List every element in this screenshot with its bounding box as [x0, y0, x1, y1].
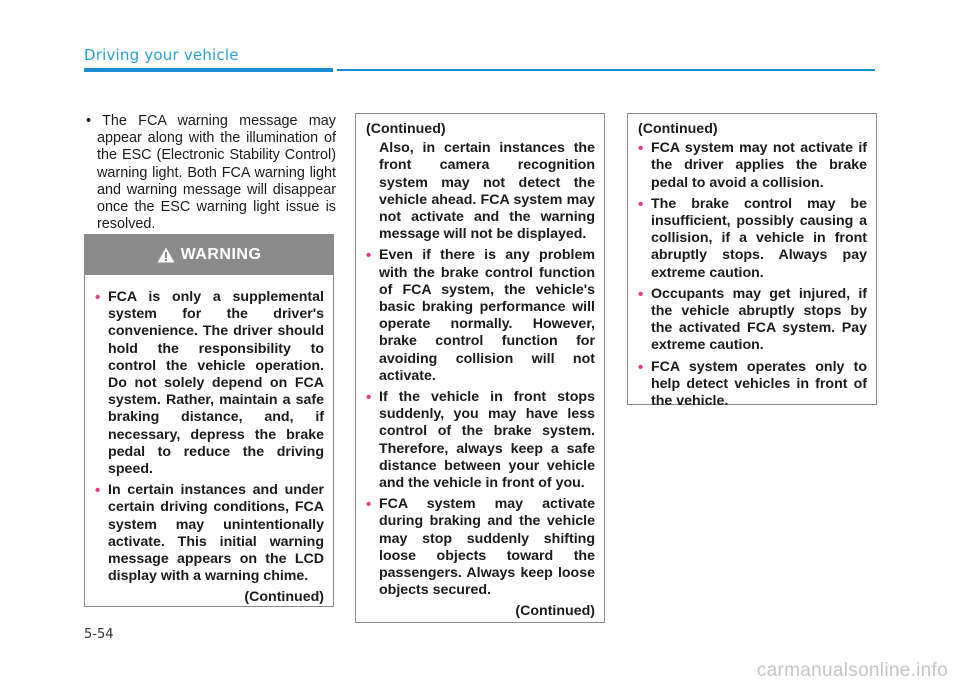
list-item	[638, 359, 867, 411]
list-item	[366, 389, 595, 492]
list-item-text: Occupants may get injured, if the vehicle abruptly stops by the activated FCA system. Pay extreme caution.	[651, 285, 867, 354]
header-rule-thin	[337, 69, 875, 71]
bullet-dot: •	[95, 289, 101, 306]
header-rule-thick	[84, 68, 333, 72]
bullet-dot: •	[638, 358, 644, 376]
right-body	[628, 114, 876, 410]
continued-box-right	[627, 113, 877, 410]
intro-bullet: •	[86, 113, 92, 129]
warning-triangle-icon	[157, 247, 175, 263]
continued-box-middle	[355, 113, 605, 623]
list-item-text: The brake control may be insufficient, possibly causing a collision, if a vehicle in front abruptly stops. Always pay extreme caution.	[651, 195, 867, 281]
bullet-dot: •	[638, 285, 644, 303]
watermark: carmanualsonline.info	[756, 660, 948, 681]
list-item	[638, 196, 867, 282]
continued-label: (Continued)	[638, 121, 718, 137]
warning-title: WARNING	[180, 246, 262, 263]
section-title: Driving your vehicle	[84, 46, 239, 64]
list-item	[366, 496, 595, 599]
bullet-dot: •	[95, 482, 101, 500]
list-item	[638, 286, 867, 355]
list-item-text: FCA system may not activate if the driver applies the brake pedal to avoid a collision.	[651, 140, 867, 191]
list-item	[366, 247, 595, 385]
list-item-text: FCA is only a supplemental system for the driver's convenience. The driver should hold the responsibility to control the vehicle operation. Do not solely depend on FCA system. Rather, maintain a safe braking distance, and, if necessary, depress the brake pedal to reduce the driving speed.	[108, 289, 324, 478]
body-paragraph: Also, in certain instances the front camera recognition system may not detect the vehicle ahead. FCA system may not activate and the warning message will not be displayed.	[379, 140, 595, 243]
bullet-dot: •	[638, 140, 644, 158]
bullet-dot: •	[366, 247, 372, 265]
intro-text: The FCA warning message may appear along with the illumination of the ESC (Electronic Stability Control) warning light. Both FCA warning light and warning message will disappear once the ESC warning light issue is resolved.	[97, 113, 336, 233]
list-item-text: FCA system operates only to help detect vehicles in front of the vehicle.	[651, 358, 867, 410]
intro-paragraph	[84, 113, 336, 233]
continued-label: (Continued)	[366, 121, 446, 137]
list-item	[95, 482, 324, 585]
continued-label: (Continued)	[515, 603, 595, 620]
warning-box	[84, 234, 334, 607]
continued-label: (Continued)	[244, 589, 324, 606]
list-item-text: FCA system may activate during braking and the vehicle may stop suddenly shifting loose objects toward the passengers. Always keep loose objects secured.	[379, 496, 595, 599]
list-item	[95, 289, 324, 478]
list-item-text: Even if there is any problem with the brake control function of FCA system, the vehicle's basic braking performance will operate normally. However, brake control function for avoiding collision will not activate.	[379, 247, 595, 384]
list-item	[638, 140, 867, 192]
bullet-dot: •	[366, 389, 372, 407]
list-item-text: If the vehicle in front stops suddenly, you may have less control of the brake system. Therefore, always keep a safe distance between your vehicle and the vehicle in front of you.	[379, 389, 595, 492]
warning-banner	[85, 235, 333, 275]
warning-body	[85, 275, 333, 607]
list-item-text: In certain instances and under certain driving conditions, FCA system may unintentionally activate. This initial warning message appears on the LCD display with a warning chime.	[108, 482, 324, 585]
page-number: 5-54	[84, 627, 114, 642]
bullet-dot: •	[366, 496, 372, 514]
bullet-dot: •	[638, 195, 644, 213]
middle-body	[356, 114, 604, 621]
